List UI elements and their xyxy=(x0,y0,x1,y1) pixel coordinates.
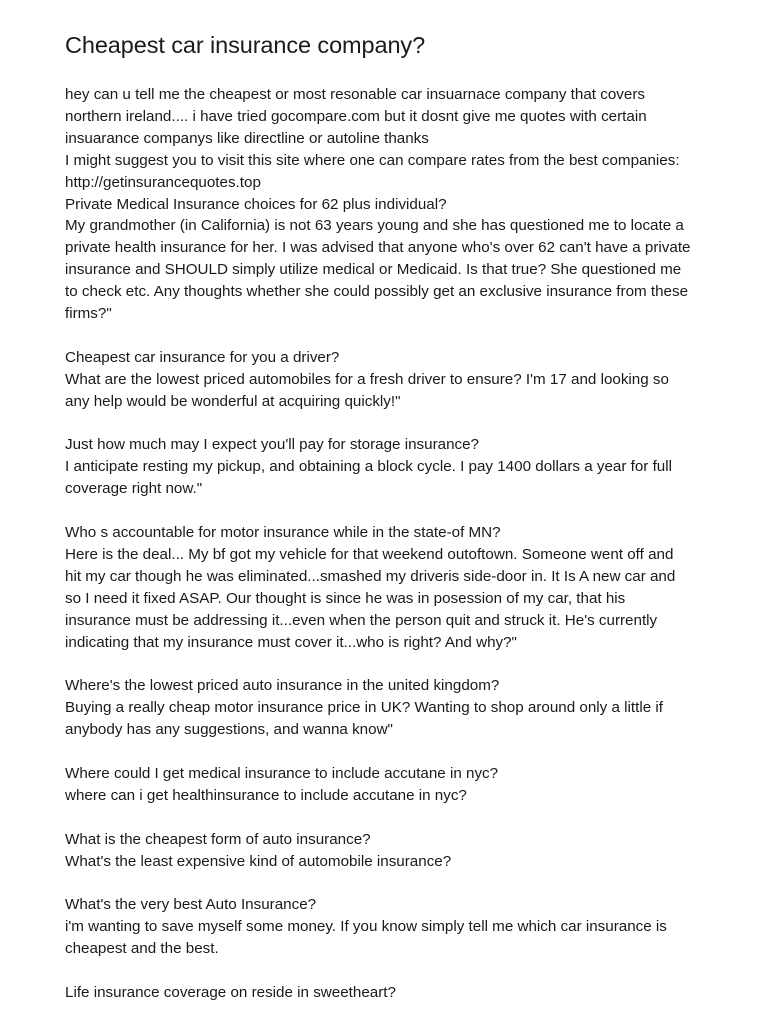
text-line: Buying a really cheap motor insurance price in UK? Wanting to shop around only a little if xyxy=(65,699,663,717)
text-line: Cheapest car insurance for you a driver? xyxy=(65,348,340,366)
text-line: insurance and SHOULD simply utilize medical or Medicaid. Is that true? She questioned me xyxy=(65,261,682,279)
paragraph-gap xyxy=(65,873,725,895)
text-line: My grandmother (in California) is not 63 years young and she has questioned me to locate a xyxy=(65,217,684,235)
text-line: so I need it fixed ASAP. Our thought is since he was in posession of my car, that his xyxy=(65,589,626,607)
text-line: Just how much may I expect you'll pay for storage insurance? xyxy=(65,436,480,454)
text-line: anybody has any suggestions, and wanna know" xyxy=(65,721,393,739)
text-line: any help would be wonderful at acquiring quickly!" xyxy=(65,392,401,410)
text-line: hit my car though he was eliminated...smashed my driveris side-door in. It Is A new car and xyxy=(65,567,676,585)
page-title: Cheapest car insurance company? xyxy=(65,32,426,58)
text-line: Here is the deal... My bf got my vehicle for that weekend outoftown. Someone went off and xyxy=(65,545,674,563)
text-line: indicating that my insurance must cover it...who is right? And why?" xyxy=(65,633,517,651)
paragraph-gap xyxy=(65,413,725,435)
text-line: coverage right now." xyxy=(65,480,203,498)
paragraph-gap xyxy=(65,807,725,829)
text-line: Where could I get medical insurance to include accutane in nyc? xyxy=(65,765,499,783)
text-line: Where's the lowest priced auto insurance in the united kingdom? xyxy=(65,677,500,695)
text-line: What is the cheapest form of auto insurance? xyxy=(65,830,371,848)
paragraph-gap xyxy=(65,960,725,982)
text-line: private health insurance for her. I was advised that anyone who's over 62 can't have a private xyxy=(65,239,691,257)
document-body xyxy=(65,84,725,1004)
text-line: What's the very best Auto Insurance? xyxy=(65,896,317,914)
paragraph-gap xyxy=(65,741,725,763)
text-line: insuarance companys like directline or autoline thanks xyxy=(65,129,429,147)
text-line: northern ireland.... i have tried gocompare.com but it dosnt give me quotes with certain xyxy=(65,107,647,125)
text-line: What are the lowest priced automobiles for a fresh driver to ensure? I'm 17 and looking so xyxy=(65,370,669,388)
paragraph-gap xyxy=(65,325,725,347)
paragraph-gap xyxy=(65,654,725,676)
text-line: Private Medical Insurance choices for 62 plus individual? xyxy=(65,195,447,213)
text-line: where can i get healthinsurance to include accutane in nyc? xyxy=(65,786,467,804)
text-line: http://getinsurancequotes.top xyxy=(65,173,261,191)
text-line: What's the least expensive kind of automobile insurance? xyxy=(65,852,452,870)
text-line: hey can u tell me the cheapest or most resonable car insuarnace company that covers xyxy=(65,86,645,103)
text-line: insurance must be addressing it...even when the person quit and struck it. He's currently xyxy=(65,611,658,629)
text-line: I might suggest you to visit this site where one can compare rates from the best companies: xyxy=(65,151,680,169)
text-line: Life insurance coverage on reside in sweetheart? xyxy=(65,984,396,1002)
document-page xyxy=(65,30,725,1004)
text-line: cheapest and the best. xyxy=(65,940,219,958)
text-line: firms?" xyxy=(65,305,112,323)
text-line: I anticipate resting my pickup, and obtaining a block cycle. I pay 1400 dollars a year for full xyxy=(65,458,672,476)
text-line: to check etc. Any thoughts whether she could possibly get an exclusive insurance from these xyxy=(65,283,689,301)
text-line: Who s accountable for motor insurance while in the state-of MN? xyxy=(65,524,501,542)
paragraph-gap xyxy=(65,500,725,522)
text-line: i'm wanting to save myself some money. If you know simply tell me which car insurance is xyxy=(65,918,667,936)
